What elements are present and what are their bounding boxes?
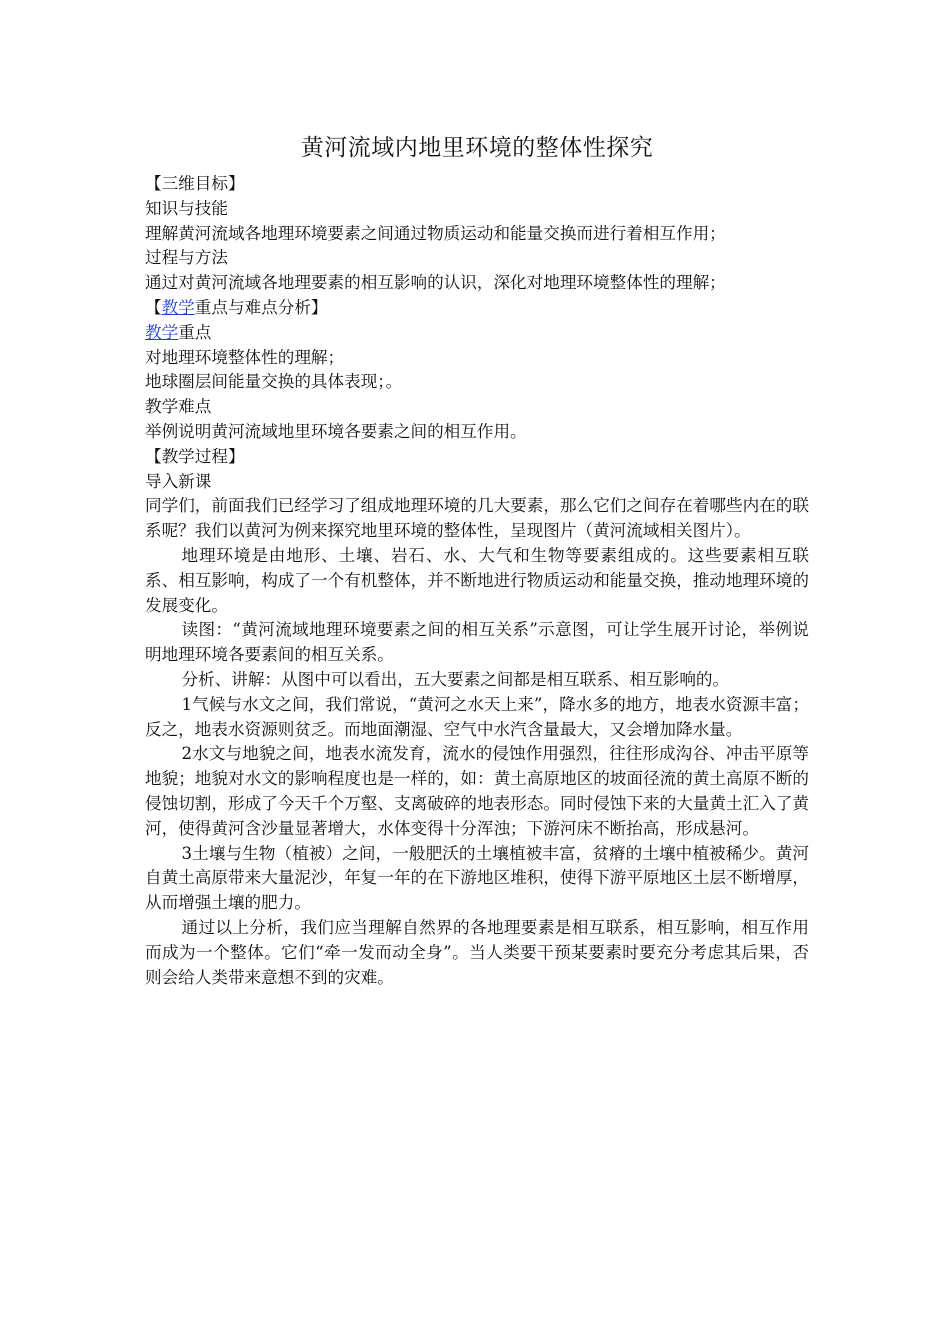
para-point-2: 2水文与地貌之间，地表水流发育，流水的侵蚀作用强烈，往往形成沟谷、冲击平原等地貌；地貌对水文的影响程度也是一样的，如：黄土高原地区的坡面径流的黄土高原不断的侵蚀切割，形成了今天千个万壑、支离破碎的地表形态。同时侵蚀下来的大量黄土汇入了黄河，使得黄河含沙量显著增大，水体变得十分浑浊；下游河床不断抬高，形成悬河。 xyxy=(145,744,809,838)
para-conclusion: 通过以上分析，我们应当理解自然界的各地理要素是相互联系，相互影响，相互作用而成为一个整体。它们“牵一发而动全身”。当人类要干预某要素时要充分考虑其后果，否则会给人类带来意想不到的灾难。 xyxy=(145,917,809,987)
para-environment: 地理环境是由地形、土壤、岩石、水、大气和生物等要素组成的。这些要素相互联系、相互影响，构成了一个有机整体，并不断地进行物质运动和能量交换，推动地理环境的发展变化。 xyxy=(145,545,809,615)
para-reading: 读图：“黄河流域地理环境要素之间的相互关系”示意图，可让学生展开讨论，举例说明地理环境各要素间的相互关系。 xyxy=(145,620,809,665)
process-section-heading: 【教学过程】 xyxy=(145,446,245,466)
difficulty-text: 举例说明黄河流域地里环境各要素之间的相互作用。 xyxy=(145,421,527,441)
teaching-link-key[interactable]: 教学 xyxy=(145,322,179,342)
key-point-2: 地球圈层间能量交换的具体表现；。 xyxy=(145,372,403,392)
process-text: 通过对黄河流域各地理要素的相互影响的认识，深化对地理环境整体性的理解； xyxy=(145,273,726,293)
para-point-3: 3土壤与生物（植被）之间，一般肥沃的土壤植被丰富，贫瘠的土壤中植被稀少。黄河自黄土高原带来大量泥沙，年复一年的在下游地区堆积，使得下游平原地区土层不断增厚，从而增强土壤的肥力。 xyxy=(145,843,809,913)
para-point-1: 1气候与水文之间，我们常说，“黄河之水天上来”，降水多的地方，地表水资源丰富；反之，地表水资源则贫乏。而地面潮湿、空气中水汽含量最大，又会增加降水量。 xyxy=(145,694,809,739)
goals-heading: 【三维目标】 xyxy=(145,174,245,193)
key-heading-suffix: 重点 xyxy=(178,322,212,342)
document-page xyxy=(145,128,809,990)
teaching-link[interactable]: 教学 xyxy=(161,297,195,317)
process-heading: 过程与方法 xyxy=(145,248,228,268)
intro-heading: 导入新课 xyxy=(145,471,212,491)
difficulty-heading: 教学难点 xyxy=(145,397,212,417)
key-heading xyxy=(145,321,809,346)
knowledge-text: 理解黄河流域各地理环境要素之间通过物质运动和能量交换而进行着相互作用； xyxy=(145,223,726,243)
key-point-1: 对地理环境整体性的理解； xyxy=(145,347,345,367)
knowledge-heading: 知识与技能 xyxy=(145,198,228,218)
focus-heading-suffix: 重点与难点分析】 xyxy=(194,297,328,317)
para-analysis: 分析、讲解：从图中可以看出，五大要素之间都是相互联系、相互影响的。 xyxy=(181,669,730,689)
document-title: 黄河流域内地里环境的整体性探究 xyxy=(300,135,654,161)
focus-heading-prefix: 【 xyxy=(145,297,162,317)
focus-heading xyxy=(145,296,809,321)
intro-text: 同学们，前面我们已经学习了组成地理环境的几大要素，那么它们之间存在着哪些内在的联系呢？我们以黄河为例来探究地里环境的整体性，呈现图片（黄河流域相关图片）。 xyxy=(145,496,809,541)
